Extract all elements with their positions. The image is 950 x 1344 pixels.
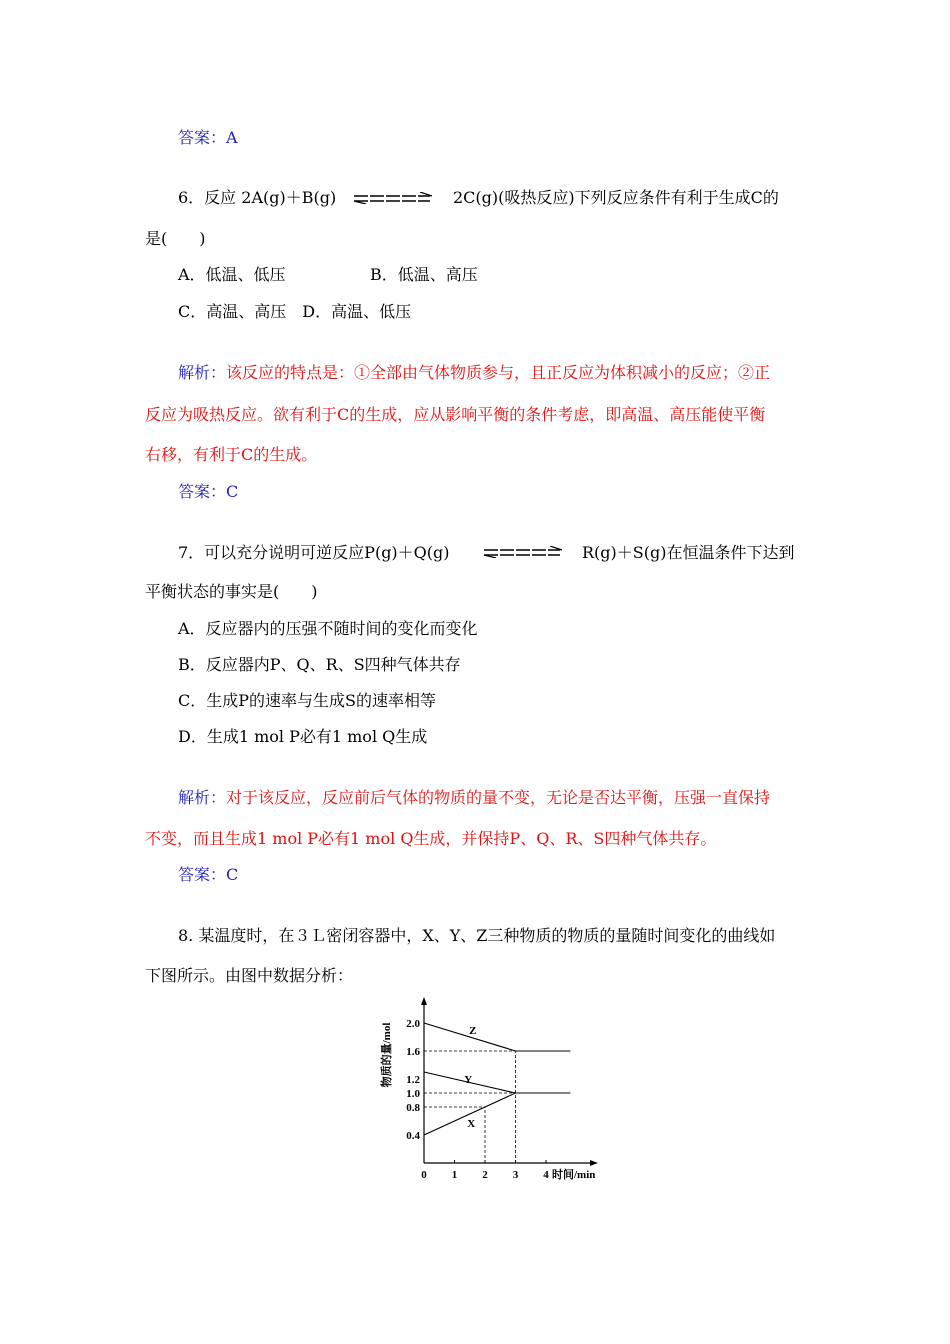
q7-stem-part2: R(g)＋S(g)在恒温条件下达到 [582,543,795,562]
y-tick-label: 0.8 [406,1102,420,1114]
q7-stem-part1: 7．可以充分说明可逆反应P(g)＋Q(g) [178,543,450,562]
equilibrium-arrow-icon [352,192,434,204]
y-tick-label: 1.0 [406,1088,420,1100]
q5-answer: 答案：A [178,128,238,147]
x-tick-label: 2 [482,1169,488,1181]
q7-option-b: B．反应器内P、Q、R、S四种气体共存 [178,655,461,674]
q6-stem-part2: 2C(g)(吸热反应)下列反应条件有利于生成C的 [453,188,779,207]
q8-stem-line1: 8. 某温度时，在３Ｌ密闭容器中，X、Y、Z三种物质的物质的量随时间变化的曲线如 [178,926,776,945]
q7-stem-line2: 平衡状态的事实是( ) [145,582,318,601]
q8-stem-line2: 下图所示。由图中数据分析： [145,966,354,985]
q6-option-cd: C．高温、高压 D．高温、低压 [178,302,412,321]
q7-option-c: C．生成P的速率与生成S的速率相等 [178,691,436,710]
q7-option-a: A．反应器内的压强不随时间的变化而变化 [178,619,478,638]
y-tick-label: 2.0 [406,1018,420,1030]
q7-explanation-line1: 解析：对于该反应，反应前后气体的物质的量不变，无论是否达平衡，压强一直保持 [178,788,771,807]
q6-explanation-line3: 右移，有利于C的生成。 [145,445,318,464]
x-axis-arrow-icon [590,1160,598,1166]
q7-explanation-line2: 不变，而且生成1 mol P必有1 mol Q生成，并保持P、Q、R、S四种气体共存。 [145,829,717,848]
x-tick-label: 1 [451,1169,458,1181]
y-tick-label: 1.6 [406,1046,420,1058]
series-label-x: X [467,1118,476,1131]
q7-option-d: D．生成1 mol P必有1 mol Q生成 [178,727,428,746]
q6-explanation-line1: 解析：该反应的特点是：①全部由气体物质参与，且正反应为体积减小的反应；②正 [178,363,771,382]
series-label-y: Y [464,1074,473,1086]
q6-option-a: A．低温、低压 [178,265,286,284]
y-tick-label: 0.4 [406,1130,420,1142]
q6-option-b: B．低温、高压 [370,265,478,284]
series-line-y [424,1072,570,1093]
x-axis-label: 时间/min [552,1169,596,1181]
q6-stem-part1: 6．反应 2A(g)＋B(g) [178,188,337,207]
series-label-z: Z [469,1025,477,1037]
q6-answer: 答案：C [178,482,239,501]
x-tick-label: 0 [421,1169,427,1181]
x-tick-label: 4 [543,1169,549,1181]
q6-explanation-line2: 反应为吸热反应。欲有利于C的生成，应从影响平衡的条件考虑，即高温、高压能使平衡 [145,405,766,424]
q6-stem-line2: 是( ) [145,229,206,248]
equilibrium-arrow-icon [482,546,564,558]
q7-answer: 答案：C [178,865,239,884]
y-axis-arrow-icon [421,997,427,1005]
x-tick-label: 3 [512,1169,519,1181]
y-axis-label: 物质的量/mol [381,1022,393,1088]
y-tick-label: 1.2 [406,1074,420,1086]
mole-time-chart [372,995,612,1190]
series-line-z [424,1023,570,1051]
